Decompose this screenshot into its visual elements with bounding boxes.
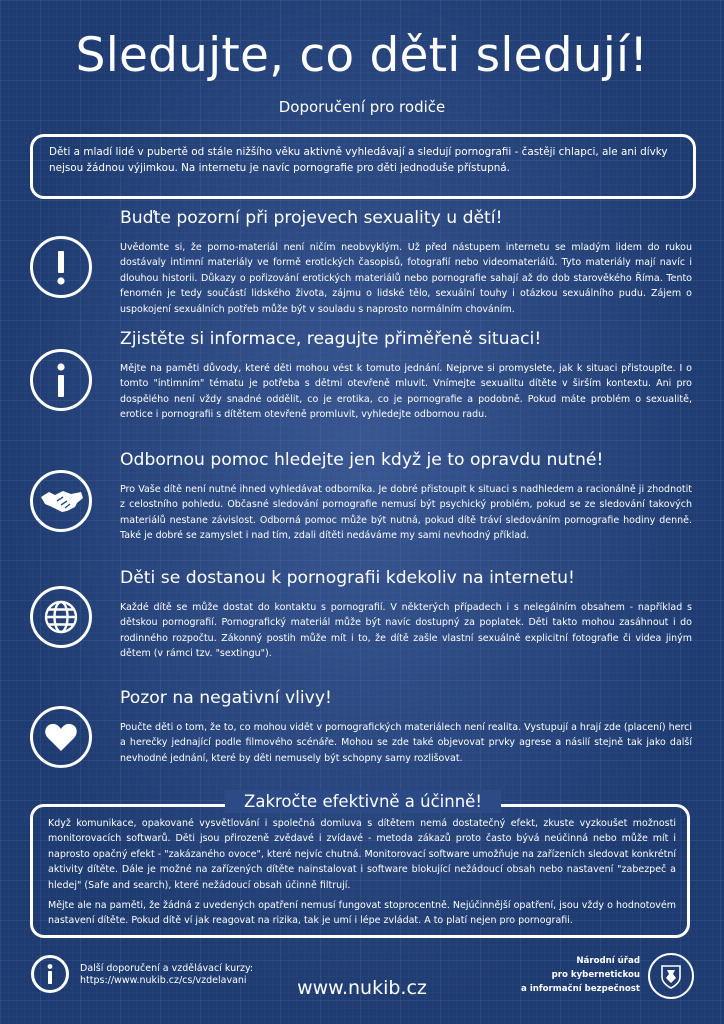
agency-name	[521, 954, 640, 996]
footer-label: Další doporučení a vzdělávací kurzy:	[80, 963, 254, 974]
agency-line: Národní úřad	[576, 956, 640, 966]
final-paragraph-2: Mějte ale na paměti, že žádná z uvedených opatření nemusí fungovat stoprocentně. Nejúčinnější opatření, jsou vždy o hodnotovém nastavení dítěte. Pokud dítě ví jak reagovat na rizika, tak je umí i lépe zvládat. A to platí nejen pro pornografii.	[48, 900, 676, 927]
final-paragraph-1: Když komunikace, opakované vysvětlování i společná domluva s dítětem nemá dostatečný efekt, zkuste vyzkoušet možnosti monitorovacích softwarů. Děti jsou přirozeně zvědavé i zvídavé - metoda zákazů proto často bývá neúčinná nebo může mít i naprosto opačný efekt - "zakázaného ovoce", které nejvíc chutná. Monitorovací software umožňuje na zařízeních sledovat konkrétní aktivity dítěte. Dále je možné na zařízených dítěte nainstalovat i software blokující nežádoucí obsah nebo nastavení "zabezpeč a hledej" (Safe and search), které nežádoucí obsah účinně filtrují.	[48, 818, 676, 891]
agency-line: pro kybernetickou	[551, 970, 640, 980]
footer-url-link[interactable]: https://www.nukib.cz/cs/vzdelavani	[80, 975, 247, 986]
agency-line: a informační bezpečnost	[521, 984, 640, 994]
section-body: Každé dítě se může dostat do kontaktu s pornografií. V některých případech i s nelegálním obsahem - například s dětskou pornografií. Pornografický materiál může být navíc dostupný za poplatek. Děti takto mohou zasáhnout i do rodinného rozpočtu. Zákonný postih může mít i to, že dítě zašle vlastní sexuálně explicitní fotografie či videa jiným dětem (v rámci tzv. "sextingu").	[120, 602, 692, 660]
info-icon	[30, 349, 92, 411]
agency-crest-icon	[648, 953, 694, 999]
intro-box: Děti a mladí lidé v pubertě od stále nižšího věku aktivně vyhledávají a sledují pornografii - častěji chlapci, ale ani dívky nejsou žádnou výjimkou. Na internetu je navíc pornografie pro děti jednoduše přístupná.	[30, 134, 696, 199]
section-body: Pro Vaše dítě není nutné ihned vyhledávat odborníka. Je dobré přistoupit k situaci s nadhledem a racionálně ji zhodnotit z celostního pohledu. Občasné sledování pornografie nemusí být psychický problém, pokud se ze sledování takových materiálů nestane závislost. Odborná pomoc může být nutná, pokud dítě tráví sledováním pornografie hodiny denně. Také je dobré se zamyslet i nad tím, zdali dítěti nedáváme my sami nevhodný příklad.	[120, 484, 692, 542]
page-subtitle: Doporučení pro rodiče	[278, 98, 446, 116]
section-title: Odbornou pomoc hledejte jen když je to opravdu nutné!	[120, 450, 604, 470]
page-title: Sledujte, co děti sledují!	[75, 28, 649, 83]
section-title: Buďte pozorní při projevech sexuality u dětí!	[120, 208, 503, 228]
section-body: Poučte děti o tom, že to, co mohou vidět v pornografických materiálech není realita. Vystupují a hrají zde (placení) herci a herečky jednající podle filmového scénáře. Mohou se zde také objevovat prvky agrese a násilí stejně tak jako další nevhodné jednání, které by děti nemusely být schopny samy rozlišovat.	[120, 722, 692, 764]
section-title: Pozor na negativní vlivy!	[120, 688, 332, 708]
exclamation-icon	[30, 236, 92, 298]
globe-icon	[30, 586, 92, 648]
section-title: Děti se dostanou k pornografii kdekoliv na internetu!	[120, 568, 575, 588]
section-title: Zjistěte si informace, reagujte přiměřeně situaci!	[120, 329, 542, 349]
handshake-icon	[30, 470, 92, 532]
section-body: Uvědomte si, že porno-materiál není ničím neobvyklým. Už před nástupem internetu se mladým lidem do rukou dostávaly intimní materiály ve formě erotických časopisů, fotografií nebo videomateriálů. Tyto materiály mají navíc i dlouhou historii. Důkazy o pořizování erotických materiálů nebo pornografie sahají až do dob starověkého Říma. Tento fenomén je tedy součástí lidského života, zájmu o lidské tělo, sexuální touhy i otázkou sexuálního pudu. Zájem o uspokojení sexuálních potřeb může být v souladu s naprosto normálním chováním.	[120, 242, 692, 315]
final-box-title: Zakročte efektivně a účinně!	[225, 790, 501, 813]
website-link[interactable]: www.nukib.cz	[297, 977, 427, 999]
heart-icon	[30, 706, 92, 768]
section-body: Mějte na paměti důvody, které děti mohou vést k tomuto jednání. Nejprve si promyslete, jak k situaci přistoupíte. I o tomto "intimním" tématu je potřeba s dětmi otevřeně mluvit. Vnímejte sexualitu dítěte v širším kontextu. Ani pro dospělého není vždy snadné oddělit, co je erotika, co je pornografie a podobně. Pokud máte problém o sexualitě, erotice i pornografii s dítětem otevřeně promluvit, vyhledejte odbornou radu.	[120, 363, 692, 421]
